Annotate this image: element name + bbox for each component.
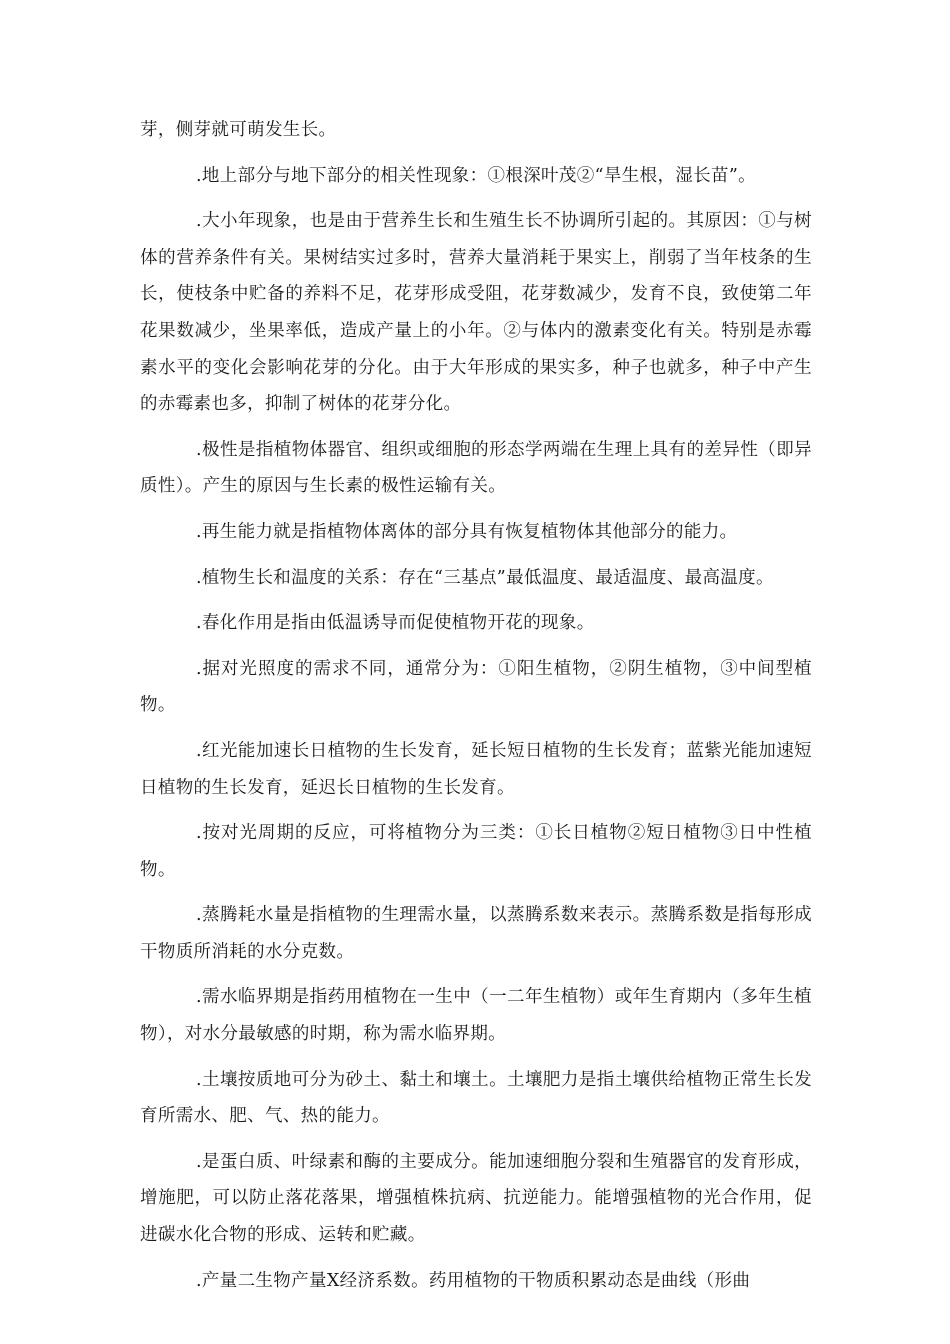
paragraph-temperature: .植物生长和温度的关系：存在“三基点”最低温度、最适温度、最高温度。 bbox=[196, 567, 774, 588]
paragraph-correlation: .地上部分与地下部分的相关性现象：①根深叶茂②“旱生根，湿长苗”。 bbox=[196, 165, 757, 186]
paragraph-transpiration: .蒸腾耗水量是指植物的生理需水量，以蒸腾系数来表示。蒸腾系数是指每形成干物质所消耗的水分克数。 bbox=[140, 905, 812, 962]
paragraph-light-intensity: .据对光照度的需求不同，通常分为：①阳生植物，②阴生植物，③中间型植物。 bbox=[140, 658, 812, 716]
paragraph-photoperiod: .按对光周期的反应，可将植物分为三类：①长日植物②短日植物③日中性植物。 bbox=[140, 823, 812, 880]
paragraph-nutrient: .是蛋白质、叶绿素和酶的主要成分。能加速细胞分裂和生殖器官的发育形成，增施肥，可以防止落花落果，增强植株抗病、抗逆能力。能增强植物的光合作用，促进碳水化合物的形成、运转和贮藏。 bbox=[140, 1151, 812, 1246]
document-page bbox=[140, 112, 812, 1308]
paragraph-polarity: .极性是指植物体器官、组织或细胞的形态学两端在生理上具有的差异性（即异质性）。产生的原因与生长素的极性运输有关。 bbox=[140, 439, 812, 497]
paragraph-vernalization: .春化作用是指由低温诱导而促使植物开花的现象。 bbox=[196, 613, 595, 634]
paragraph-regeneration: .再生能力就是指植物体离体的部分具有恢复植物体其他部分的能力。 bbox=[196, 521, 738, 542]
paragraph-continuation: 芽，侧芽就可萌发生长。 bbox=[140, 120, 337, 140]
paragraph-critical-water-period: .需水临界期是指药用植物在一生中（一二年生植物）或年生育期内（多年生植物），对水分最敏感的时期，称为需水临界期。 bbox=[140, 987, 812, 1045]
paragraph-yield: .产量二生物产量X经济系数。药用植物的干物质积累动态是曲线（形曲 bbox=[196, 1270, 751, 1291]
paragraph-light-quality: .红光能加速长日植物的生长发育，延长短日植物的生长发育；蓝紫光能加速短日植物的生长发育，延迟长日植物的生长发育。 bbox=[140, 740, 812, 798]
paragraph-soil: .土壤按质地可分为砂土、黏土和壤土。土壤肥力是指土壤供给植物正常生长发育所需水、肥、气、热的能力。 bbox=[140, 1069, 812, 1127]
paragraph-alternate-bearing: .大小年现象，也是由于营养生长和生殖生长不协调所引起的。其原因：①与树体的营养条件有关。果树结实过多时，营养大量消耗于果实上，削弱了当年枝条的生长，使枝条中贮备的养料不足，花芽形成受阻，花芽数减少，发育不良，致使第二年花果数减少，坐果率低，造成产量上的小年。②与体内的激素变化有关。特别是赤霉素水平的变化会影响花芽的分化。由于大年形成的果实多，种子也就多，种子中产生的赤霉素也多，抑制了树体的花芽分化。 bbox=[140, 211, 812, 415]
